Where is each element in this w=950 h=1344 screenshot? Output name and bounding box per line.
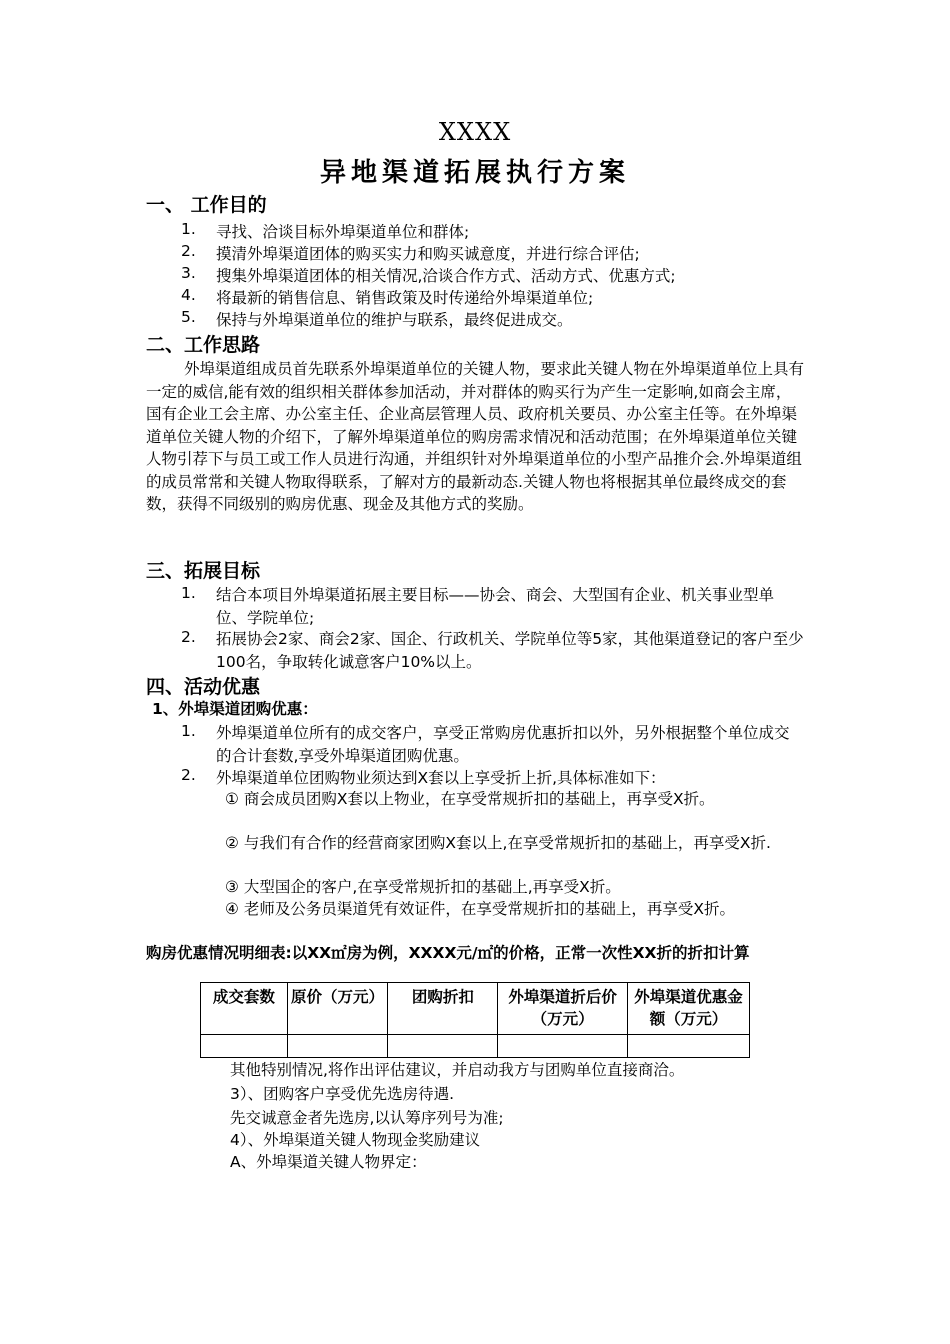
table-header-cell: 外埠渠道优惠金额（万元） bbox=[627, 983, 749, 1035]
body-line: 先交诚意金者先选房,以认筹序列号为准; bbox=[230, 1109, 504, 1127]
list-number: 1. bbox=[181, 584, 196, 602]
list-text: 保持与外埠渠道单位的维护与联系，最终促进成交。 bbox=[216, 311, 573, 329]
list-number: 1. bbox=[181, 722, 196, 740]
table-cell bbox=[498, 1035, 628, 1058]
subheading: 1、外埠渠道团购优惠： bbox=[152, 700, 318, 718]
doc-title: 异地渠道拓展执行方案 bbox=[319, 158, 630, 188]
table-header-cell: 外埠渠道折后价（万元） bbox=[498, 983, 628, 1035]
list-text: 结合本项目外埠渠道拓展主要目标——协会、商会、大型国有企业、机关事业型单位、学院单位; bbox=[216, 586, 775, 627]
table-row bbox=[201, 1035, 750, 1058]
section-heading-2: 二、工作思路 bbox=[146, 334, 261, 356]
list-text: 拓展协会2家、商会2家、国企、行政机关、学院单位等5家，其他渠道登记的客户至少100名，争取转化诚意客户10%以上。 bbox=[216, 630, 804, 671]
body-line: 其他特别情况,将作出评估建议，并启动我方与团购单位直接商洽。 bbox=[230, 1061, 685, 1079]
list-text: 外埠渠道单位团购物业须达到X套以上享受折上折,具体标准如下： bbox=[216, 769, 666, 787]
doc-title-code: XXXX bbox=[438, 118, 512, 146]
criterion-item: ④ 老师及公务员渠道凭有效证件，在享受常规折扣的基础上，再享受X折。 bbox=[225, 900, 735, 918]
table-header-cell: 成交套数 bbox=[201, 983, 288, 1035]
table-header-cell: 原价（万元） bbox=[287, 983, 388, 1035]
body-line: A、外埠渠道关键人物界定： bbox=[230, 1153, 427, 1171]
table-header-row bbox=[201, 983, 750, 1035]
list-text: 搜集外埠渠道团体的相关情况,洽谈合作方式、活动方式、优惠方式; bbox=[216, 267, 676, 285]
table-header-cell: 团购折扣 bbox=[388, 983, 498, 1035]
list-text: 寻找、洽谈目标外埠渠道单位和群体; bbox=[216, 223, 470, 241]
list-number: 2. bbox=[181, 242, 196, 260]
criterion-item: ② 与我们有合作的经营商家团购X套以上,在享受常规折扣的基础上，再享受X折. bbox=[225, 834, 771, 852]
body-paragraph: 外埠渠道组成员首先联系外埠渠道单位的关键人物，要求此关键人物在外埠渠道单位上具有一定的威信,能有效的组织相关群体参加活动，并对群体的购买行为产生一定影响,如商会主席，国有企业工会主席、办公室主任、企业高层管理人员、政府机关要员、办公室主任等。在外埠渠道单位关键人物的介绍下，了解外埠渠道单位的购房需求情况和活动范围；在外埠渠道单位关键人物引荐下与员工或工作人员进行沟通，并组织针对外埠渠道单位的小型产品推介会.外埠渠道组的成员常常和关键人物取得联系，了解对方的最新动态.关键人物也将根据其单位最终成交的套数，获得不同级别的购房优惠、现金及其他方式的奖励。 bbox=[146, 360, 805, 513]
section-heading-4: 四、活动优惠 bbox=[146, 676, 261, 698]
list-number: 5. bbox=[181, 308, 196, 326]
list-number: 2. bbox=[181, 766, 196, 784]
list-number: 1. bbox=[181, 220, 196, 238]
table-cell bbox=[287, 1035, 388, 1058]
list-text: 摸清外埠渠道团体的购买实力和购买诚意度，并进行综合评估; bbox=[216, 245, 640, 263]
list-number: 4. bbox=[181, 286, 196, 304]
section-heading-3: 三、拓展目标 bbox=[146, 560, 261, 582]
table-caption: 购房优惠情况明细表:以XX㎡房为例，XXXX元/㎡的价格，正常一次性XX折的折扣计算 bbox=[146, 944, 750, 962]
list-number: 2. bbox=[181, 628, 196, 646]
body-line: 3）、团购客户享受优先选房待遇. bbox=[230, 1085, 455, 1103]
criterion-item: ① 商会成员团购X套以上物业，在享受常规折扣的基础上，再享受X折。 bbox=[225, 790, 715, 808]
list-text: 将最新的销售信息、销售政策及时传递给外埠渠道单位; bbox=[216, 289, 594, 307]
table-cell bbox=[627, 1035, 749, 1058]
list-number: 3. bbox=[181, 264, 196, 282]
list-text: 外埠渠道单位所有的成交客户，享受正常购房优惠折扣以外，另外根据整个单位成交的合计套数,享受外埠渠道团购优惠。 bbox=[216, 724, 790, 765]
body-line: 4）、外埠渠道关键人物现金奖励建议 bbox=[230, 1131, 481, 1149]
table-cell bbox=[388, 1035, 498, 1058]
discount-table bbox=[200, 982, 750, 1058]
section-heading-1: 一、 工作目的 bbox=[146, 194, 267, 216]
table-cell bbox=[201, 1035, 288, 1058]
criterion-item: ③ 大型国企的客户,在享受常规折扣的基础上,再享受X折。 bbox=[225, 878, 621, 896]
